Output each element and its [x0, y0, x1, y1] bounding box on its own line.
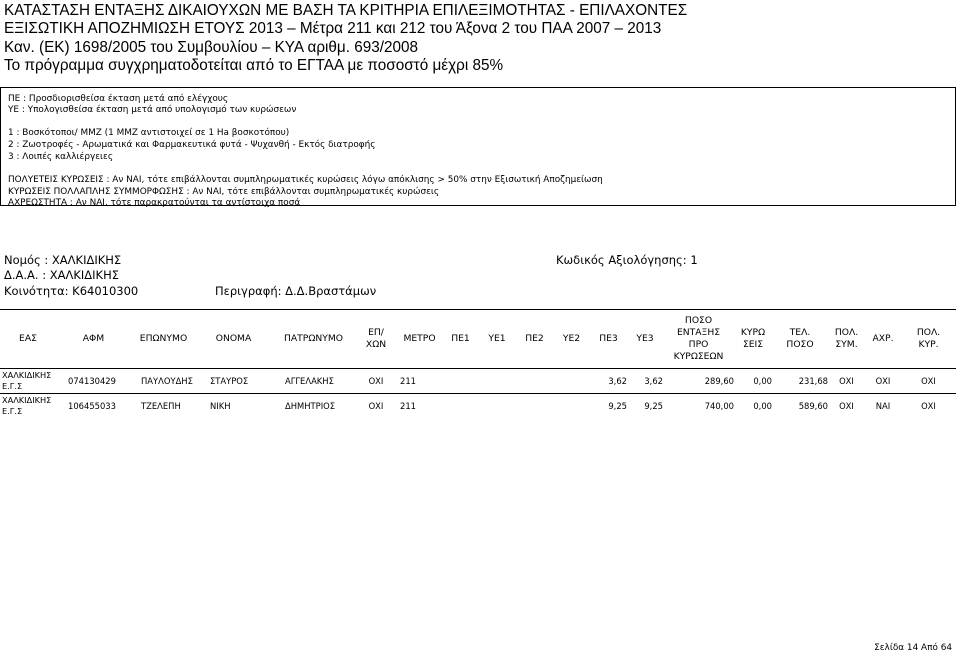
cell-name: ΣΤΑΥΡΟΣ [196, 369, 271, 394]
cell-pe1 [443, 369, 478, 394]
col-header: ΟΝΟΜΑ [196, 310, 271, 369]
legend-note-compliance: ΚΥΡΩΣΕΙΣ ΠΟΛΛΑΠΛΗΣ ΣΥΜΜΟΡΦΩΣΗΣ : Αν ΝΑΙ, τότε επιβάλλονται συμπληρωματικές κυρώσεις [8, 187, 440, 197]
cell-pe3: 3,62 [590, 369, 627, 394]
cell-sanctions: 0,00 [734, 369, 772, 394]
cell-surname: ΤΖΕΛΕΠΗ [141, 401, 181, 411]
legend-ye: ΥΕ : Υπολογισθείσα έκταση μετά από υπολογισμό των κυρώσεων [8, 105, 297, 115]
table-header-row [0, 310, 956, 369]
col-header: ΕΠΩΝΥΜΟ [131, 310, 196, 369]
legend-pe: ΠΕ : Προσδιορισθείσα έκταση μετά από ελέγχους [8, 94, 229, 104]
legend-category-2: 2 : Ζωοτροφές - Αρωματικά και Φαρμακευτικά φυτά - Ψυχανθή - Εκτός διατροφής [8, 140, 376, 150]
evaluation-code: Κωδικός Αξιολόγησης: 1 [556, 253, 698, 267]
col-header: ΥΕ2 [553, 310, 590, 369]
table-row [0, 369, 956, 394]
col-header: ΥΕ1 [478, 310, 516, 369]
col-header: ΑΧΡ. [865, 310, 901, 369]
cell-ye1 [478, 394, 516, 419]
cell-afm: 106455033 [68, 401, 116, 411]
beneficiaries-table [0, 309, 956, 418]
col-header: ΕΑΣ [0, 310, 56, 369]
prefecture-label: Νομός : ΧΑΛΚΙΔΙΚΗΣ [4, 253, 122, 267]
cell-surname: ΠΑΥΛΟΥΔΗΣ [131, 369, 196, 394]
legend-category-3: 3 : Λοιπές καλλιέργειες [8, 152, 114, 162]
cell-axr: ΟΧΙ [865, 369, 901, 394]
table-row [0, 394, 956, 419]
daa-label: Δ.Α.Α. : ΧΑΛΚΙΔΙΚΗΣ [4, 268, 120, 282]
cell-afm: 074130429 [56, 369, 131, 394]
col-header: ΑΦΜ [56, 310, 131, 369]
col-header: ΠΕ1 [443, 310, 478, 369]
cell-father: ΑΓΓΕΛΑΚΗΣ [271, 369, 356, 394]
cell-unit: ΧΑΛΚΙΔΙΚΗΣ Ε.Γ.Σ [2, 395, 52, 416]
cell-pe2 [516, 394, 553, 419]
legend-category-1: 1 : Βοσκότοποι/ ΜΜΖ (1 ΜΜΖ αντιστοιχεί σε 1 Ha βοσκοτόπου) [8, 128, 290, 138]
cell-final-amount: 231,68 [772, 369, 828, 394]
col-header: ΜΕΤΡΟ [396, 310, 443, 369]
cell-ye3: 9,25 [644, 401, 663, 411]
report-title-line-3: Καν. (ΕΚ) 1698/2005 του Συμβουλίου – ΚΥΑ αριθμ. 693/2008 [4, 39, 419, 56]
cell-final-amount: 589,60 [798, 401, 828, 411]
cell-amount-pre: 740,00 [704, 401, 734, 411]
cell-measure: 211 [396, 369, 443, 394]
community-label: Κοινότητα: Κ64010300 [4, 284, 139, 298]
cell-pol-sym: ΟΧΙ [828, 369, 865, 394]
col-header: ΠΑΤΡΩΝΥΜΟ [271, 310, 356, 369]
description-label: Περιγραφή: Δ.Δ.Βραστάμων [215, 284, 377, 298]
col-header: ΠΕ3 [590, 310, 627, 369]
cell-ye3: 3,62 [627, 369, 663, 394]
page-number: Σελίδα 14 Από 64 [874, 643, 952, 653]
legend-note-undue: ΑΧΡΕΩΣΤΗΤΑ : Αν ΝΑΙ, τότε παρακρατούνται τα αντίστοιχα ποσά [8, 198, 301, 208]
cell-pol-sym: ΟΧΙ [839, 401, 854, 411]
cell-subsidized: ΟΧΙ [368, 401, 384, 411]
cell-father: ΔΗΜΗΤΡΙΟΣ [285, 401, 336, 411]
col-header: ΚΥΡΩ ΣΕΙΣ [734, 310, 772, 369]
cell-ye1 [478, 369, 516, 394]
cell-pol-kyr: ΟΧΙ [921, 401, 936, 411]
col-header: ΠΟΛ. ΚΥΡ. [901, 310, 956, 369]
legend-note-multiyear: ΠΟΛΥΕΤΕΙΣ ΚΥΡΩΣΕΙΣ : Αν ΝΑΙ, τότε επιβάλλονται συμπληρωματικές κυρώσεις λόγω απόκλισης > 50% στην Εξισωτική Αποζημείωση [8, 175, 603, 185]
cell-pe3: 9,25 [608, 401, 627, 411]
cell-amount-pre: 289,60 [663, 369, 734, 394]
cell-name: ΝΙΚΗ [210, 401, 231, 411]
cell-measure: 211 [400, 401, 416, 411]
report-title-line-2: ΕΞΙΣΩΤΙΚΗ ΑΠΟΖΗΜΙΩΣΗ ΕΤΟΥΣ 2013 – Μέτρα 211 και 212 του Άξονα 2 του ΠΑΑ 2007 – 2013 [4, 20, 662, 37]
cell-sanctions: 0,00 [753, 401, 772, 411]
cell-pe1 [443, 394, 478, 419]
cell-pe2 [516, 369, 553, 394]
col-header: ΥΕ3 [627, 310, 663, 369]
col-header: ΠΕ2 [516, 310, 553, 369]
cell-ye2 [553, 369, 590, 394]
cell-ye2 [553, 394, 590, 419]
cell-pol-kyr: ΟΧΙ [901, 369, 956, 394]
cell-unit: ΧΑΛΚΙΔΙΚΗΣ Ε.Γ.Σ [0, 369, 56, 394]
report-title-line-1: ΚΑΤΑΣΤΑΣΗ ΕΝΤΑΞΗΣ ΔΙΚΑΙΟΥΧΩΝ ΜΕ ΒΑΣΗ ΤΑ ΚΡΙΤΗΡΙΑ ΕΠΙΛΕΞΙΜΟΤΗΤΑΣ - ΕΠΙΛΑΧΟΝΤΕΣ [4, 2, 688, 19]
col-header: ΠΟΛ. ΣΥΜ. [828, 310, 865, 369]
col-header: ΤΕΛ. ΠΟΣΟ [772, 310, 828, 369]
cell-axr: ΝΑΙ [875, 401, 891, 411]
col-header: ΠΟΣΟ ΕΝΤΑΞΗΣ ΠΡΟ ΚΥΡΩΣΕΩΝ [663, 310, 734, 369]
cell-subsidized: ΟΧΙ [356, 369, 396, 394]
report-title-line-4: Το πρόγραμμα συγχρηματοδοτείται από το ΕΓΤΑΑ με ποσοστό μέχρι 85% [4, 57, 504, 74]
col-header: ΕΠ/ ΧΩΝ [356, 310, 396, 369]
